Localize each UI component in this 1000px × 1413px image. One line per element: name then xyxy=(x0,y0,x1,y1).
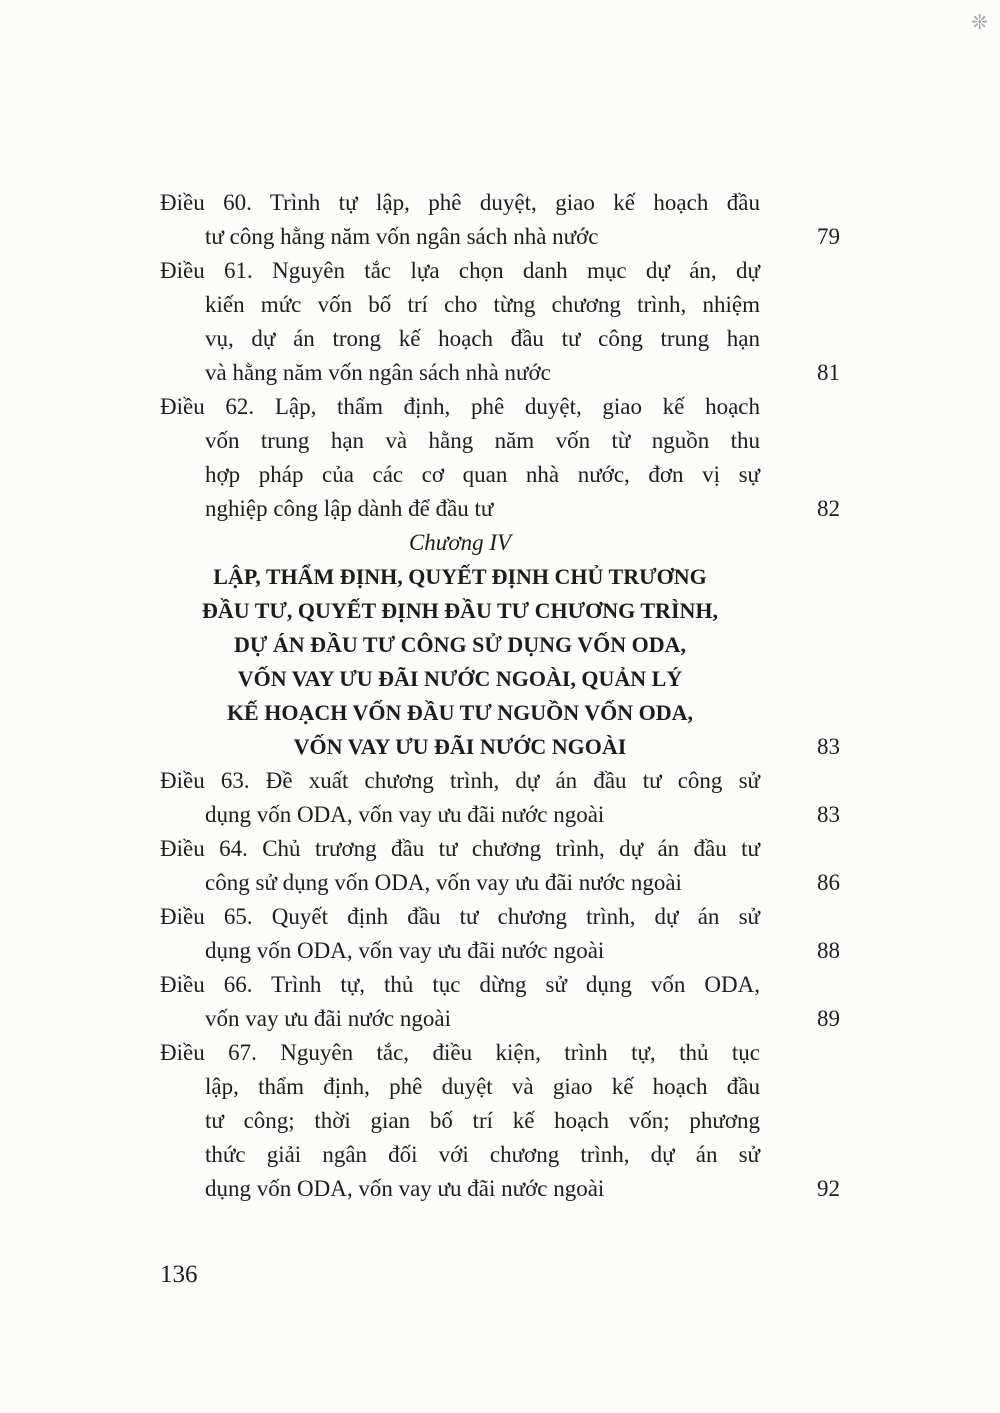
toc-entry-line: hợp pháp của các cơ quan nhà nước, đơn vị sự xyxy=(205,462,760,487)
toc-entry-line: thức giải ngân đối với chương trình, dự án sử xyxy=(205,1142,760,1167)
chapter-title-line: KẾ HOẠCH VỐN ĐẦU TƯ NGUỒN VỐN ODA, xyxy=(226,700,694,725)
toc-page-number: 83 xyxy=(817,802,840,827)
toc-entry-text xyxy=(160,968,760,1036)
toc-page-number: 82 xyxy=(817,496,840,521)
ornament-icon: ❊ xyxy=(971,10,988,34)
toc-list xyxy=(160,186,840,1206)
toc-entry-line: Điều 66. Trình tự, thủ tục dừng sử dụng vốn ODA, xyxy=(160,972,760,997)
toc-entry-text xyxy=(160,186,760,254)
toc-entry-line: Điều 61. Nguyên tắc lựa chọn danh mục dự án, dự xyxy=(160,258,760,283)
toc-article-entry xyxy=(160,186,840,254)
toc-entry-line: vụ, dự án trong kế hoạch đầu tư công trung hạn xyxy=(205,326,760,351)
toc-entry-line: dụng vốn ODA, vốn vay ưu đãi nước ngoài xyxy=(205,802,605,827)
toc-entry-line: Điều 62. Lập, thẩm định, phê duyệt, giao kế hoạch xyxy=(160,394,760,419)
toc-entry-line: và hằng năm vốn ngân sách nhà nước xyxy=(205,360,551,385)
toc-chapter-entry xyxy=(160,526,840,764)
chapter-title-line: VỐN VAY ƯU ĐÃI NƯỚC NGOÀI, QUẢN LÝ xyxy=(237,666,683,691)
toc-page-number: 92 xyxy=(817,1176,840,1201)
toc-entry-line: Điều 65. Quyết định đầu tư chương trình, dự án sử xyxy=(160,904,760,929)
toc-page-number: 79 xyxy=(817,224,840,249)
toc-entry-text xyxy=(160,764,760,832)
toc-entry-line: dụng vốn ODA, vốn vay ưu đãi nước ngoài xyxy=(205,938,605,963)
chapter-label: Chương IV xyxy=(408,530,512,555)
toc-entry-line: vốn trung hạn và hằng năm vốn từ nguồn thu xyxy=(205,428,760,453)
toc-entry-text xyxy=(160,254,760,390)
toc-page-number: 86 xyxy=(817,870,840,895)
toc-entry-line: tư công hằng năm vốn ngân sách nhà nước xyxy=(205,224,599,249)
toc-article-entry xyxy=(160,968,840,1036)
toc-entry-text xyxy=(160,900,760,968)
toc-article-entry xyxy=(160,832,840,900)
toc-article-entry xyxy=(160,900,840,968)
toc-page-number: 89 xyxy=(817,1006,840,1031)
toc-article-entry xyxy=(160,390,840,526)
toc-entry-line: nghiệp công lập dành để đầu tư xyxy=(205,496,494,521)
toc-article-entry xyxy=(160,764,840,832)
toc-entry-text xyxy=(160,390,760,526)
toc-entry-line: Điều 64. Chủ trương đầu tư chương trình, dự án đầu tư xyxy=(160,836,760,861)
page-number: 136 xyxy=(160,1261,198,1288)
chapter-title-line: VỐN VAY ƯU ĐÃI NƯỚC NGOÀI xyxy=(293,734,627,759)
toc-entry-line: dụng vốn ODA, vốn vay ưu đãi nước ngoài xyxy=(205,1176,605,1201)
toc-entry-line: tư công; thời gian bố trí kế hoạch vốn; phương xyxy=(205,1108,760,1133)
toc-page-number: 83 xyxy=(817,734,840,759)
toc-entry-line: Điều 67. Nguyên tắc, điều kiện, trình tự, thủ tục xyxy=(160,1040,760,1065)
toc-article-entry xyxy=(160,1036,840,1206)
toc-entry-line: Điều 63. Đề xuất chương trình, dự án đầu tư công sử xyxy=(160,768,760,793)
toc-entry-line: kiến mức vốn bố trí cho từng chương trình, nhiệm xyxy=(205,292,760,317)
toc-page-number: 88 xyxy=(817,938,840,963)
toc-page-number: 81 xyxy=(817,360,840,385)
toc-entry-line: công sử dụng vốn ODA, vốn vay ưu đãi nước ngoài xyxy=(205,870,682,895)
toc-entry-line: Điều 60. Trình tự lập, phê duyệt, giao kế hoạch đầu xyxy=(160,190,760,215)
chapter-title-line: ĐẦU TƯ, QUYẾT ĐỊNH ĐẦU TƯ CHƯƠNG TRÌNH, xyxy=(201,598,719,623)
toc-entry-line: lập, thẩm định, phê duyệt và giao kế hoạch đầu xyxy=(205,1074,760,1099)
toc-article-entry xyxy=(160,254,840,390)
toc-entry-text xyxy=(160,832,760,900)
toc-entry-line: vốn vay ưu đãi nước ngoài xyxy=(205,1006,451,1031)
toc-entry-text xyxy=(160,526,760,764)
chapter-title-line: LẬP, THẨM ĐỊNH, QUYẾT ĐỊNH CHỦ TRƯƠNG xyxy=(213,564,707,589)
chapter-title-line: DỰ ÁN ĐẦU TƯ CÔNG SỬ DỤNG VỐN ODA, xyxy=(233,632,687,657)
toc-entry-text xyxy=(160,1036,760,1206)
